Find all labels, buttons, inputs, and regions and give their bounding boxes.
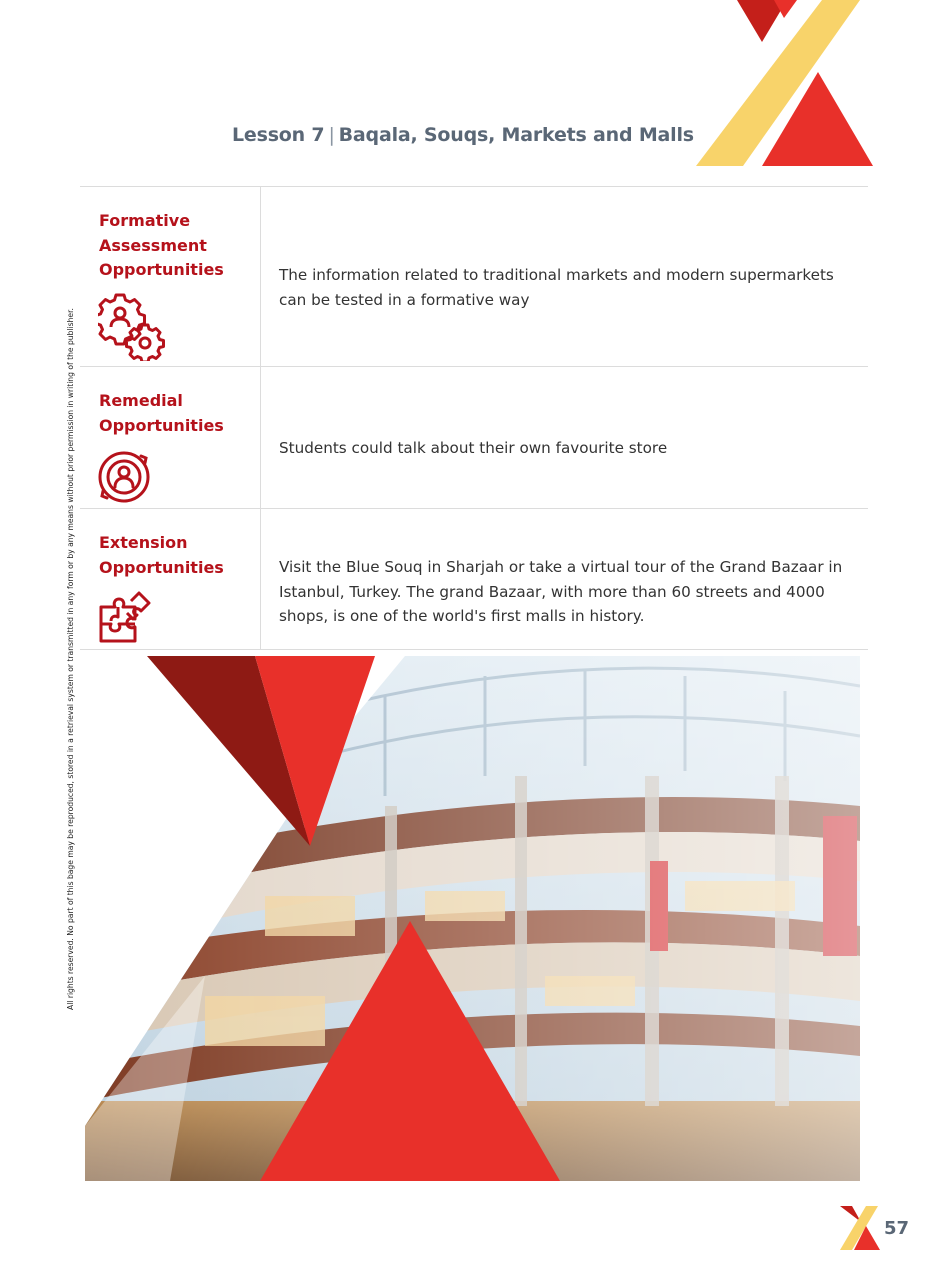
label-line: Opportunities <box>99 260 224 279</box>
label-line: Formative <box>99 211 191 230</box>
lesson-name: Baqala, Souqs, Markets and Malls <box>338 124 694 146</box>
formative-text: The information related to traditional markets and modern supermarkets can be tested in a formative way <box>279 266 834 309</box>
formative-label <box>99 209 249 283</box>
gears-user-icon <box>98 293 166 361</box>
table-divider-1 <box>80 366 868 367</box>
label-line: Assessment <box>99 235 207 255</box>
remedial-text: Students could talk about their own favourite store <box>279 439 668 457</box>
target-user-icon <box>97 450 151 504</box>
mall-interior-photo <box>85 656 860 1181</box>
label-line: Opportunities <box>99 415 224 435</box>
extension-label <box>99 531 249 580</box>
puzzle-icon <box>98 591 152 645</box>
page-number: 57 <box>884 1218 910 1239</box>
table-divider-2 <box>80 508 868 509</box>
label-line: Extension <box>99 533 188 552</box>
title-separator: | <box>328 124 335 146</box>
copyright-note: All rights reserved. No part of this bage may be reproduced, stored in a retrieval system or transmitted in any form or by any means without prior permission in writing of the publisher. <box>66 308 75 1010</box>
lesson-number: Lesson 7 <box>232 124 325 146</box>
table-border-top <box>80 186 868 187</box>
label-line: Opportunities <box>99 557 224 577</box>
table-column-divider <box>260 186 261 649</box>
extension-text: Visit the Blue Souq in Sharjah or take a virtual tour of the Grand Bazaar in Istanbul, Turkey. The grand Bazaar, with more than 60 streets and 4000 shops, is one of the world's first malls in history. <box>279 558 843 625</box>
lesson-title <box>232 124 694 146</box>
remedial-label <box>99 389 249 438</box>
table-border-bottom <box>80 649 868 650</box>
label-line: Remedial <box>99 391 183 410</box>
page-x-logo <box>840 1206 882 1252</box>
